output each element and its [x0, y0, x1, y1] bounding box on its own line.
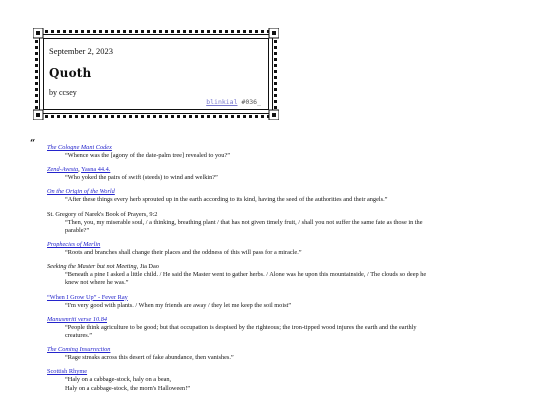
- source-link[interactable]: Zend-Avesta: [47, 166, 79, 174]
- quote-text: [47, 302, 487, 310]
- quote-entry: [47, 294, 487, 310]
- quote-entry: [47, 166, 487, 182]
- quote-entry: [47, 368, 487, 392]
- quote-list: [47, 144, 487, 399]
- quote-text: [47, 271, 487, 287]
- quote-line: “I'm very good with plants. / When my friends are away / they let me keep the soil moist”: [65, 301, 292, 309]
- quote-source: Zend-Avesta, Yasna 44.4.: [47, 166, 111, 174]
- quote-entry: [47, 144, 487, 160]
- quote-source: [47, 346, 487, 354]
- quote-line: “Beneath a pine I asked a little child. / He said the Master went to gather herbs. / Alone was he upon this mountainside, / The clouds so deep he: [65, 271, 427, 279]
- quote-source: [47, 263, 487, 271]
- quote-entry: [47, 241, 487, 257]
- source-author: , Jia Dao: [136, 263, 159, 271]
- quote-entry: [47, 263, 487, 287]
- quote-line: “Roots and branches shall change their places and the oddness of this will pass for a miracle.”: [65, 249, 302, 257]
- source-link[interactable]: Scottish Rhyme: [47, 368, 88, 376]
- quote-text: [47, 249, 487, 257]
- blinker-tag: [206, 98, 261, 106]
- post-date: September 2, 2023: [49, 46, 113, 56]
- quote-line: creatures.”: [65, 332, 93, 340]
- quote-line: “People think agriculture to be good; but that occupation is despised by the righteous; the iron-tipped wood injures the earth and the earthly: [65, 323, 417, 331]
- quote-source: [47, 294, 487, 302]
- quote-line: “Then, you, my miserable soul, / a thinking, breathing plant / that has not given timely fruit, / shall you not suffer the same fate as those in the: [65, 218, 423, 226]
- quote-entry: [47, 316, 487, 340]
- source-sublink[interactable]: Yasna 44.4.: [81, 166, 111, 174]
- quote-text: [47, 196, 487, 204]
- quote-entry: [47, 346, 487, 362]
- source-link[interactable]: “When I Grow Up” - Fever Ray: [47, 293, 128, 301]
- source-link[interactable]: Manusmriti verse 10.84: [47, 315, 107, 323]
- quote-source: [47, 144, 487, 152]
- quote-text: [47, 324, 487, 340]
- quote-text: [47, 174, 487, 182]
- quote-line: Haly on a cabbage-stock, the morn's Halloween!”: [65, 384, 191, 392]
- source-link[interactable]: Prophecies of Merlin: [47, 241, 101, 249]
- quote-line: “Who yoked the pairs of swift (steeds) to wind and welkin?”: [65, 174, 218, 182]
- source-title: St. Gregory of Narek's Book of Prayers, 9:2: [47, 210, 158, 218]
- source-link[interactable]: The Cologne Mani Codex: [47, 144, 112, 151]
- byline: by ccsey: [49, 88, 77, 97]
- quote-line: parable?”: [65, 226, 90, 234]
- quote-source: [47, 368, 487, 376]
- quote-source: [47, 241, 487, 249]
- quote-source: [47, 211, 487, 219]
- quote-text: [47, 376, 487, 392]
- quote-text: [47, 354, 487, 362]
- page-title: Quoth: [49, 66, 92, 80]
- source-link[interactable]: On the Origin of the World: [47, 188, 115, 196]
- quote-line: “Rage streaks across this desert of fake abundance, then vanishes.”: [65, 354, 234, 362]
- quote-text: [47, 219, 487, 235]
- quote-line: “Whence was the [agony of the date-palm tree] revealed to you?”: [65, 152, 231, 159]
- blinker-number: #036_: [237, 98, 261, 106]
- header-card: [33, 28, 279, 120]
- quote-source: [47, 316, 487, 324]
- quote-line: knew not where he was.”: [65, 279, 129, 287]
- blinker-link[interactable]: blinkial: [206, 98, 238, 106]
- quote-line: “Haly on a cabbage-stock, haly on a bean,: [65, 376, 172, 384]
- source-title: Seeking the Master but not Meeting: [47, 263, 137, 271]
- quote-line: “After these things every herb sprouted up in the earth according to its kind, having the seed of the authorities and their angels.”: [65, 196, 388, 204]
- quote-entry: [47, 211, 487, 235]
- quote-source: [47, 188, 487, 196]
- left-double-quote-icon: “: [30, 139, 36, 149]
- source-link[interactable]: The Coming Insurrection: [47, 346, 111, 354]
- quote-entry: [47, 188, 487, 204]
- quote-text: [47, 152, 487, 160]
